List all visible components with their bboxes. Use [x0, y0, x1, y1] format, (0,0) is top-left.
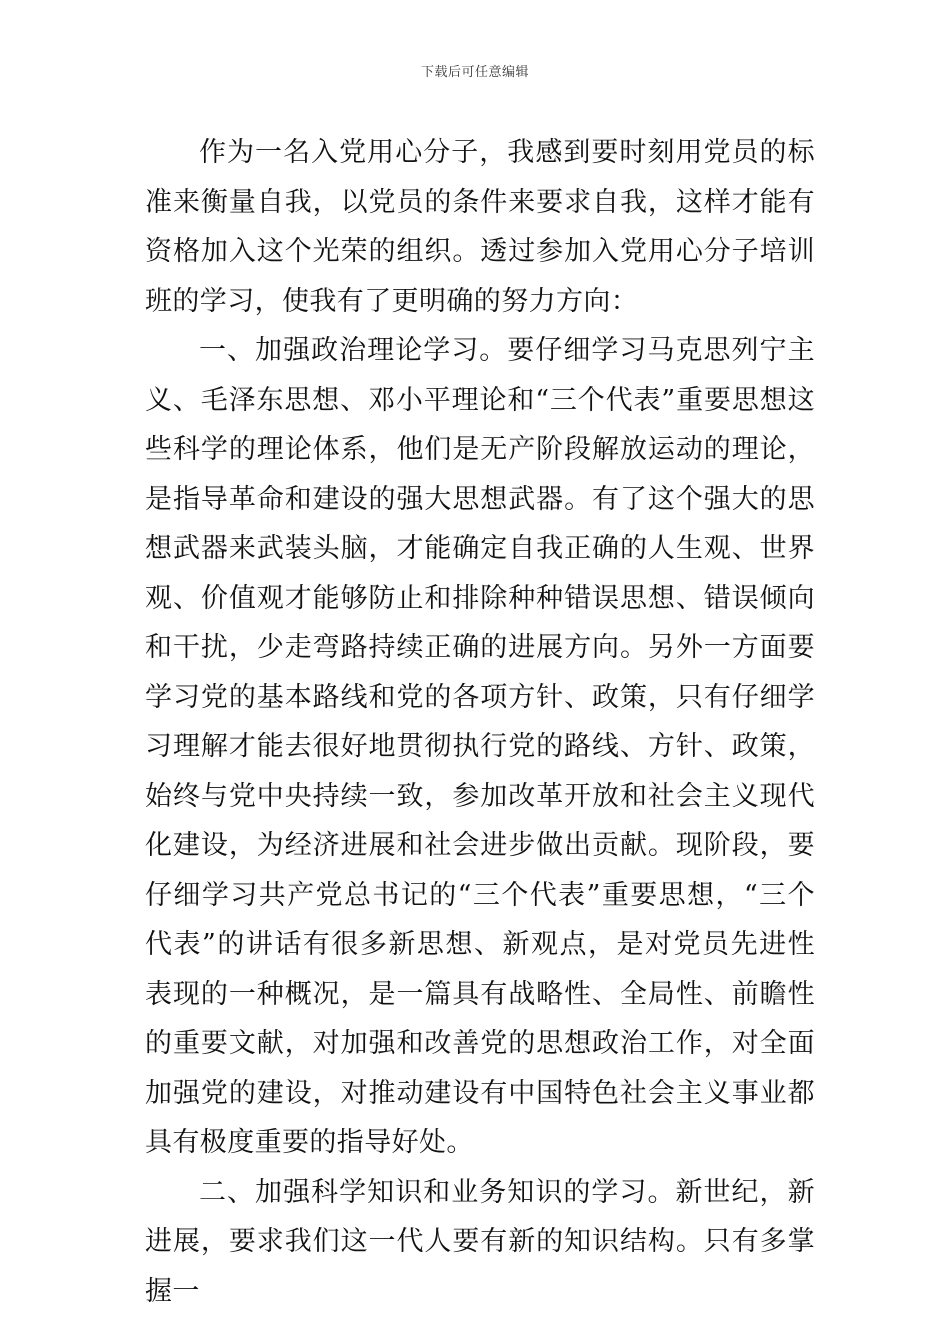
paragraph-political-theory: 一、加强政治理论学习。要仔细学习马克思列宁主义、毛泽东思想、邓小平理论和“三个代表”重要思想这些科学的理论体系，他们是无产阶段解放运动的理论，是指导革命和建设的强大思想武器。有了这个强大的思想武器来武装头脑，才能确定自我正确的人生观、世界观、价值观才能够防止和排除种种错误思想、错误倾向和干扰，少走弯路持续正确的进展方向。另外一方面要学习党的基本路线和党的各项方针、政策，只有仔细学习理解才能去很好地贯彻执行党的路线、方针、政策，始终与党中央持续一致，参加改革开放和社会主义现代化建设，为经济进展和社会进步做出贡献。现阶段，要仔细学习共产党总书记的“三个代表”重要思想，“三个代表”的讲话有很多新思想、新观点，是对党员先进性表现的一种概况，是一篇具有战略性、全局性、前瞻性的重要文献，对加强和改善党的思想政治工作，对全面加强党的建设，对推动建设有中国特色社会主义事业都具有极度重要的指导好处。: [145, 335, 815, 1158]
paragraph-intro: 作为一名入党用心分子，我感到要时刻用党员的标准来衡量自我，以党员的条件来要求自我，这样才能有资格加入这个光荣的组织。透过参加入党用心分子培训班的学习，使我有了更明确的努力方向：: [145, 137, 815, 317]
document-body: [145, 128, 815, 1316]
paragraph-science-knowledge: 二、加强科学知识和业务知识的学习。新世纪，新进展，要求我们这一代人要有新的知识结构。只有多掌握一: [145, 1176, 815, 1307]
page-header: 下载后可任意编辑: [420, 65, 529, 80]
